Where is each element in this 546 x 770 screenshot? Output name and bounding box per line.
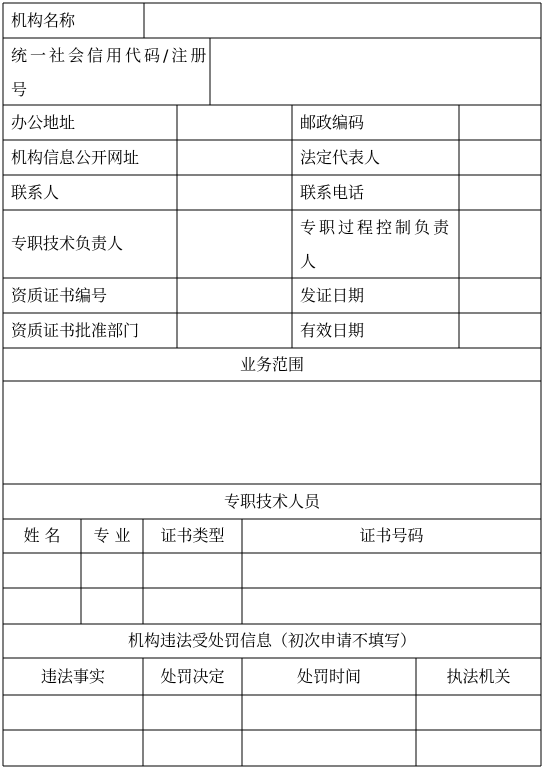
issue-date-label: 发证日期 xyxy=(300,286,365,305)
website-label: 机构信息公开网址 xyxy=(11,148,140,167)
valid-date-label: 有效日期 xyxy=(300,321,365,340)
penalty-cell[interactable] xyxy=(242,730,416,766)
office-address-field[interactable] xyxy=(177,105,292,140)
penalty-header-1: 处罚决定 xyxy=(160,667,225,686)
penalty-cell[interactable] xyxy=(143,730,242,766)
staff-cell[interactable] xyxy=(143,588,242,624)
staff-cell[interactable] xyxy=(81,588,143,624)
cert-number-label: 资质证书编号 xyxy=(11,286,108,305)
penalty-header-0: 违法事实 xyxy=(40,667,105,686)
tech-lead-field[interactable] xyxy=(177,210,292,278)
postal-code-label: 邮政编码 xyxy=(300,113,365,132)
valid-date-field[interactable] xyxy=(459,313,541,348)
penalty-cell[interactable] xyxy=(143,695,242,730)
staff-cell[interactable] xyxy=(3,553,81,588)
contact-phone-label: 联系电话 xyxy=(300,183,365,202)
cert-number-field[interactable] xyxy=(177,278,292,313)
penalty-header-2: 处罚时间 xyxy=(296,667,361,686)
staff-cell[interactable] xyxy=(81,553,143,588)
process-lead-field[interactable] xyxy=(459,210,541,278)
issue-date-field[interactable] xyxy=(459,278,541,313)
staff-cell[interactable] xyxy=(3,588,81,624)
legal-rep-field[interactable] xyxy=(459,140,541,175)
postal-code-field[interactable] xyxy=(459,105,541,140)
legal-rep-label: 法定代表人 xyxy=(300,148,381,167)
org-name-label: 机构名称 xyxy=(11,11,76,30)
staff-header-1: 专 业 xyxy=(93,526,131,545)
credit-code-label: 统一社会信用代码/注册号 xyxy=(11,46,210,99)
contact-field[interactable] xyxy=(177,175,292,210)
staff-header-0: 姓 名 xyxy=(23,526,61,545)
tech-staff-title: 专职技术人员 xyxy=(223,492,320,511)
penalty-cell[interactable] xyxy=(416,730,541,766)
staff-header-3: 证书号码 xyxy=(359,526,424,545)
penalty-cell[interactable] xyxy=(416,695,541,730)
process-lead-label: 专职过程控制负责人 xyxy=(300,218,453,271)
penalty-cell[interactable] xyxy=(242,695,416,730)
contact-phone-field[interactable] xyxy=(459,175,541,210)
cert-dept-field[interactable] xyxy=(177,313,292,348)
staff-cell[interactable] xyxy=(143,553,242,588)
staff-cell[interactable] xyxy=(242,553,541,588)
office-address-label: 办公地址 xyxy=(11,113,76,132)
cert-dept-label: 资质证书批准部门 xyxy=(11,321,140,340)
credit-code-field[interactable] xyxy=(210,38,541,105)
staff-header-2: 证书类型 xyxy=(160,526,225,545)
website-field[interactable] xyxy=(177,140,292,175)
business-scope-field[interactable] xyxy=(3,381,541,484)
tech-lead-label: 专职技术负责人 xyxy=(11,234,124,253)
penalty-title: 机构违法受处罚信息（初次申请不填写） xyxy=(127,631,416,650)
contact-label: 联系人 xyxy=(11,183,60,202)
penalty-cell[interactable] xyxy=(3,730,143,766)
penalty-cell[interactable] xyxy=(3,695,143,730)
penalty-header-3: 执法机关 xyxy=(446,667,511,686)
staff-cell[interactable] xyxy=(242,588,541,624)
org-name-field[interactable] xyxy=(144,3,541,38)
business-scope-title: 业务范围 xyxy=(239,355,304,374)
